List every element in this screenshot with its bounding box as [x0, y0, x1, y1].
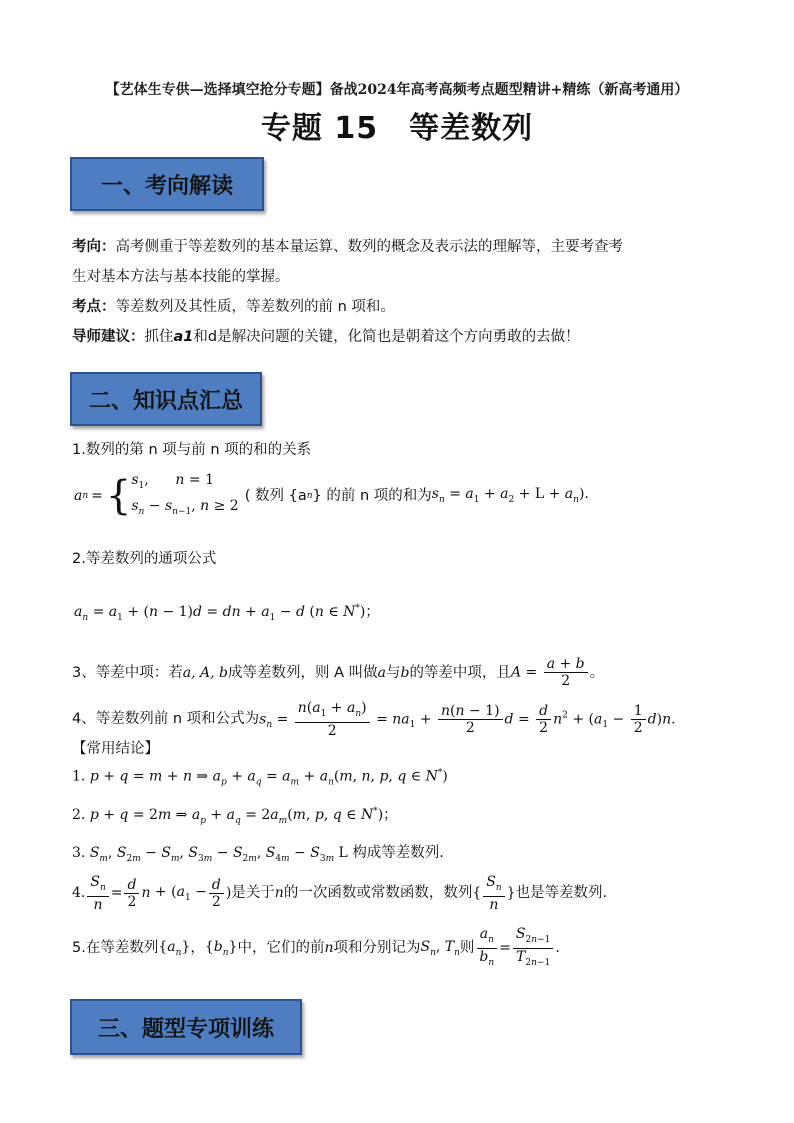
- c4-mid2: 的一次函数或常数函数，数列: [283, 885, 473, 902]
- header-banner: 【艺体生专供—选择填空抢分专题】备战2024年高考高频考点题型精讲+精练（新高考通用）: [105, 82, 689, 98]
- k1-title: 1.数列的第 n 项与前 n 项的和的关系: [72, 442, 312, 458]
- c4-mid: 是关于: [231, 885, 275, 902]
- advice-a1: a1: [173, 329, 194, 345]
- c4-formula: 4. $\frac{S_n}{n}$ = $\frac{d}{2}$ n + ($a_1$ − $\frac{d}{2}$ ) 是关于 n 的一次函数或常数函数，数列 { $\frac{S_n}{n}$ } 也是等差数列.: [72, 874, 608, 913]
- c5-formula: 5.在等差数列 $\{a_n\}$ ， $\{b_n\}$ 中，它们的前 n 项和分别记为 $S_n$, $T_n$ 则 $\frac{a_n}{b_n}$ = $\frac{S_{2n-1}}{T_{2n-1}}$ .: [72, 926, 560, 968]
- advice-post: 是解决问题的关键，化简也是朝着这个方向勇敢的去做！: [217, 329, 580, 345]
- k3-mid: 成等差数列，则 A 叫做: [227, 664, 378, 681]
- kaoxiang-text-2: 生对基本方法与基本技能的掌握。: [72, 269, 290, 285]
- k3-mid2: 与: [385, 664, 401, 681]
- c1-formula: 1. p + q = m + n ⇒ $a_p + a_q = a_m + a_n(m$, n, p, q ∈ N*): [72, 768, 448, 788]
- k4-line: 4、等差数列前 n 项和公式为 $s_n$ = $\frac{n(a_1 + a_n)}{2}$ = $na_1$ + $\frac{n(n - 1)}{2}$ d = $\frac{d}{2}$ $n^2 + (a_1$ − $\frac{1}{2}$ d)n.: [72, 700, 676, 739]
- k1-formula: a n = { $s_1$, n = 1 $s_n - s_{n-1}$, n ≥ 2 ( 数列 {a n } 的前 n 项的和为 $s_n = a_1 + a_2 + L + a_n$).: [74, 472, 589, 519]
- kaoxiang-text-1: 高考侧重于等差数列的基本量运算、数列的概念及表示法的理解等，主要考查考: [115, 239, 623, 255]
- k2-title: 2.等差数列的通项公式: [72, 551, 217, 567]
- c5-mid: ，: [190, 940, 205, 957]
- c2-formula: 2. p + q = 2m ⇒ $a_p + a_q = 2a_m(m$, p, q ∈ N*)；: [72, 806, 398, 826]
- section-header-3: 三、题型专项训练: [70, 999, 302, 1055]
- section-header-1: 一、考向解读: [70, 157, 264, 211]
- c5-pre: 5.在等差数列: [72, 940, 159, 957]
- intro-block: [72, 234, 732, 350]
- k2-formula: $a_n = a_1 + (n - 1)d$ = dn + $a_1 - d$ (n ∈ N*)；: [74, 603, 380, 623]
- c4-tail: 也是等差数列.: [515, 885, 608, 902]
- k3-line: 3、等差中项：若 a, A, b 成等差数列，则 A 叫做 a 与 b 的等差中项，且 A = $\frac{a + b}{2}$ 。: [72, 656, 605, 689]
- c5-mid3: 项和分别记为: [333, 940, 421, 957]
- k3-mid3: 的等差中项，且: [409, 664, 511, 681]
- k1-note2: } 的前 n 项的和为: [312, 487, 432, 504]
- c3-tail: 构成等差数列.: [352, 845, 444, 861]
- k3-pre: 3、等差中项：若: [72, 664, 183, 681]
- kaodian-label: 考点：: [72, 299, 116, 315]
- k1-note: ( 数列 {a: [244, 487, 307, 504]
- kaoxiang-label: 考向：: [72, 239, 116, 255]
- c5-mid4: 则: [459, 940, 475, 957]
- k3-end: 。: [589, 664, 605, 681]
- c3-formula: 3. $S_m$, $S_{2m} - S_m$, $S_{3m} - S_{2m}$, $S_{4m} - S_{3m}$ L 构成等差数列.: [72, 845, 444, 864]
- page-title: 专题 15 等差数列: [260, 111, 534, 146]
- section-header-2: 二、知识点汇总: [70, 372, 262, 426]
- k4-pre: 4、等差数列前 n 项和公式为: [72, 711, 260, 728]
- advice-d: d: [207, 329, 218, 345]
- common-title: 【常用结论】: [72, 741, 159, 757]
- kaodian-text: 等差数列及其性质，等差数列的前 n 项和。: [115, 299, 395, 315]
- advice-and: 和: [193, 329, 208, 345]
- advice-label: 导师建议：: [72, 329, 145, 345]
- advice-pre: 抓住: [144, 329, 174, 345]
- c5-mid2: 中，它们的前: [237, 940, 325, 957]
